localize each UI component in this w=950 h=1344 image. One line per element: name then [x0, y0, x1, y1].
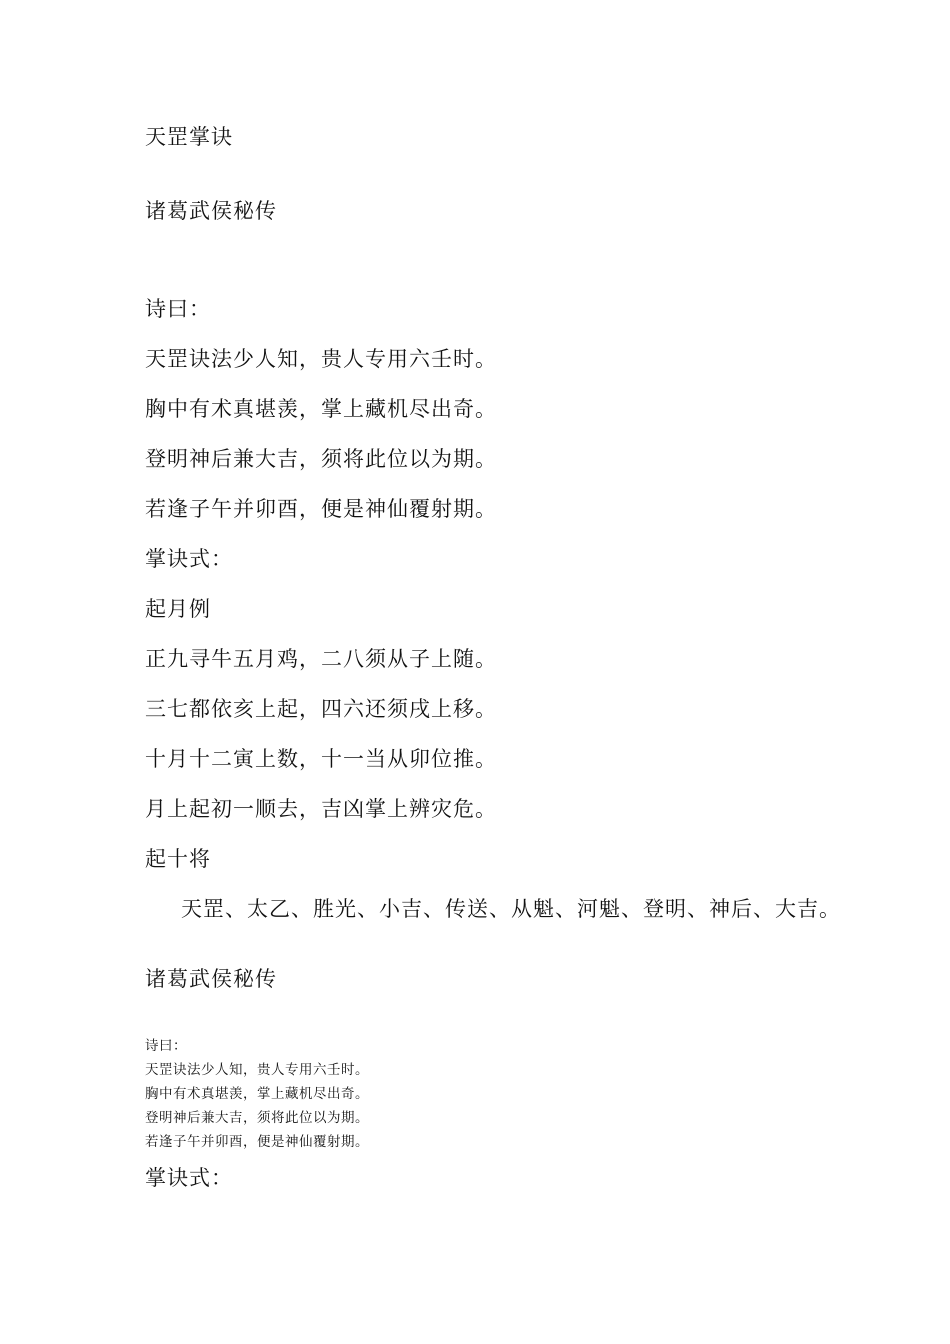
poem-line: 天罡诀法少人知，贵人专用六壬时。 [145, 347, 497, 371]
generals-heading: 起十将 [145, 847, 211, 871]
repeat-poem-line: 天罡诀法少人知，贵人专用六壬时。 [145, 1062, 369, 1078]
month-heading: 起月例 [145, 597, 211, 621]
poem-line: 若逢子午并卯酉，便是神仙覆射期。 [145, 497, 497, 521]
repeat-poem-line: 登明神后兼大吉，须将此位以为期。 [145, 1110, 369, 1126]
repeat-poem-heading: 诗曰： [145, 1038, 187, 1054]
poem-line: 胸中有术真堪羡，掌上藏机尽出奇。 [145, 397, 497, 421]
generals-line: 天罡、太乙、胜光、小吉、传送、从魁、河魁、登明、神后、大吉。 [181, 897, 841, 921]
month-line: 三七都依亥上起，四六还须戌上移。 [145, 697, 497, 721]
poem-heading: 诗曰： [145, 297, 211, 321]
document-title: 天罡掌诀 [145, 125, 233, 149]
repeat-subtitle: 诸葛武侯秘传 [145, 967, 277, 991]
month-line: 十月十二寅上数，十一当从卯位推。 [145, 747, 497, 771]
palm-heading: 掌诀式： [145, 547, 233, 571]
repeat-palm-heading: 掌诀式： [145, 1166, 233, 1190]
month-line: 月上起初一顺去，吉凶掌上辨灾危。 [145, 797, 497, 821]
repeat-poem-line: 若逢子午并卯酉，便是神仙覆射期。 [145, 1134, 369, 1150]
month-line: 正九寻牛五月鸡，二八须从子上随。 [145, 647, 497, 671]
poem-line: 登明神后兼大吉，须将此位以为期。 [145, 447, 497, 471]
document-subtitle: 诸葛武侯秘传 [145, 199, 277, 223]
repeat-poem-line: 胸中有术真堪羡，掌上藏机尽出奇。 [145, 1086, 369, 1102]
